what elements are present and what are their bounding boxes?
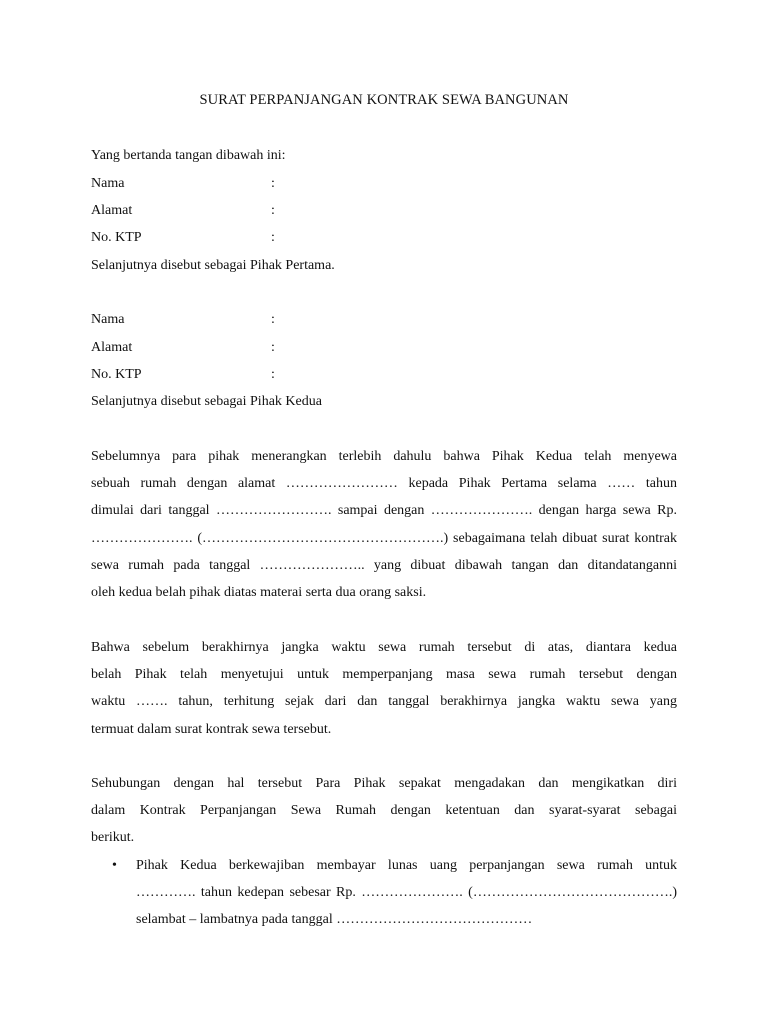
paragraph-line: Bahwa sebelum berakhirnya jangka waktu sewa rumah tersebut di atas, diantara kedua — [91, 640, 677, 655]
paragraph-line: waktu ……. tahun, terhitung sejak dari dan tanggal berakhirnya jangka waktu sewa yang — [91, 694, 677, 710]
bullet-text — [136, 852, 677, 934]
party2-ktp-label: No. KTP — [91, 367, 142, 382]
paragraph-line: termuat dalam surat kontrak sewa tersebut. — [91, 721, 332, 737]
document-title: SURAT PERPANJANGAN KONTRAK SEWA BANGUNAN — [199, 92, 569, 108]
party1-name-label: Nama — [91, 176, 125, 191]
party1-address-colon: : — [271, 203, 275, 218]
party2-designation: Selanjutnya disebut sebagai Pihak Kedua — [91, 394, 322, 409]
party1-ktp-colon: : — [271, 230, 275, 245]
paragraph-line: sewa rumah pada tanggal ………………….. yang dibuat dibawah tangan dan ditandatanganni — [91, 557, 677, 573]
bullet-line: selambat – lambatnya pada tanggal …………………………………… — [136, 912, 533, 928]
paragraph-line: …………………. (…………………………………………….) sebagaimana telah dibuat surat kontrak — [91, 530, 677, 546]
party1-address-label: Alamat — [91, 203, 133, 218]
paragraph-line: oleh kedua belah pihak diatas materai serta dua orang saksi. — [91, 584, 427, 600]
bullet-line: …………. tahun kedepan sebesar Rp. …………………. (…………………………………….) — [136, 885, 677, 901]
paragraph-line: belah Pihak telah menyetujui untuk memperpanjang masa sewa rumah tersebut dengan — [91, 667, 677, 683]
bullet-icon: • — [112, 858, 117, 873]
party1-ktp-label: No. KTP — [91, 230, 142, 245]
party2-address-colon: : — [271, 340, 275, 355]
intro-line: Yang bertanda tangan dibawah ini: — [91, 148, 286, 163]
bullet-line: Pihak Kedua berkewajiban membayar lunas uang perpanjangan sewa rumah untuk — [136, 858, 677, 873]
party1-designation: Selanjutnya disebut sebagai Pihak Pertama. — [91, 258, 335, 273]
paragraph-line: dimulai dari tanggal ……………………. sampai dengan …………………. dengan harga sewa Rp. — [91, 503, 677, 519]
paragraph-line: dalam Kontrak Perpanjangan Sewa Rumah dengan ketentuan dan syarat-syarat sebagai — [91, 803, 677, 819]
paragraph-terms-intro — [91, 770, 677, 852]
paragraph-extension-agreement — [91, 634, 677, 743]
party2-ktp-colon: : — [271, 367, 275, 382]
party2-name-label: Nama — [91, 312, 125, 327]
party1-name-colon: : — [271, 176, 275, 191]
paragraph-line: Sehubungan dengan hal tersebut Para Pihak sepakat mengadakan dan mengikatkan diri — [91, 776, 677, 791]
paragraph-line: sebuah rumah dengan alamat …………………… kepada Pihak Pertama selama …… tahun — [91, 476, 677, 492]
party2-name-colon: : — [271, 312, 275, 327]
party2-address-label: Alamat — [91, 340, 133, 355]
paragraph-line: berikut. — [91, 830, 135, 846]
paragraph-line: Sebelumnya para pihak menerangkan terlebih dahulu bahwa Pihak Kedua telah menyewa — [91, 449, 677, 464]
paragraph-previous-lease — [91, 443, 677, 606]
